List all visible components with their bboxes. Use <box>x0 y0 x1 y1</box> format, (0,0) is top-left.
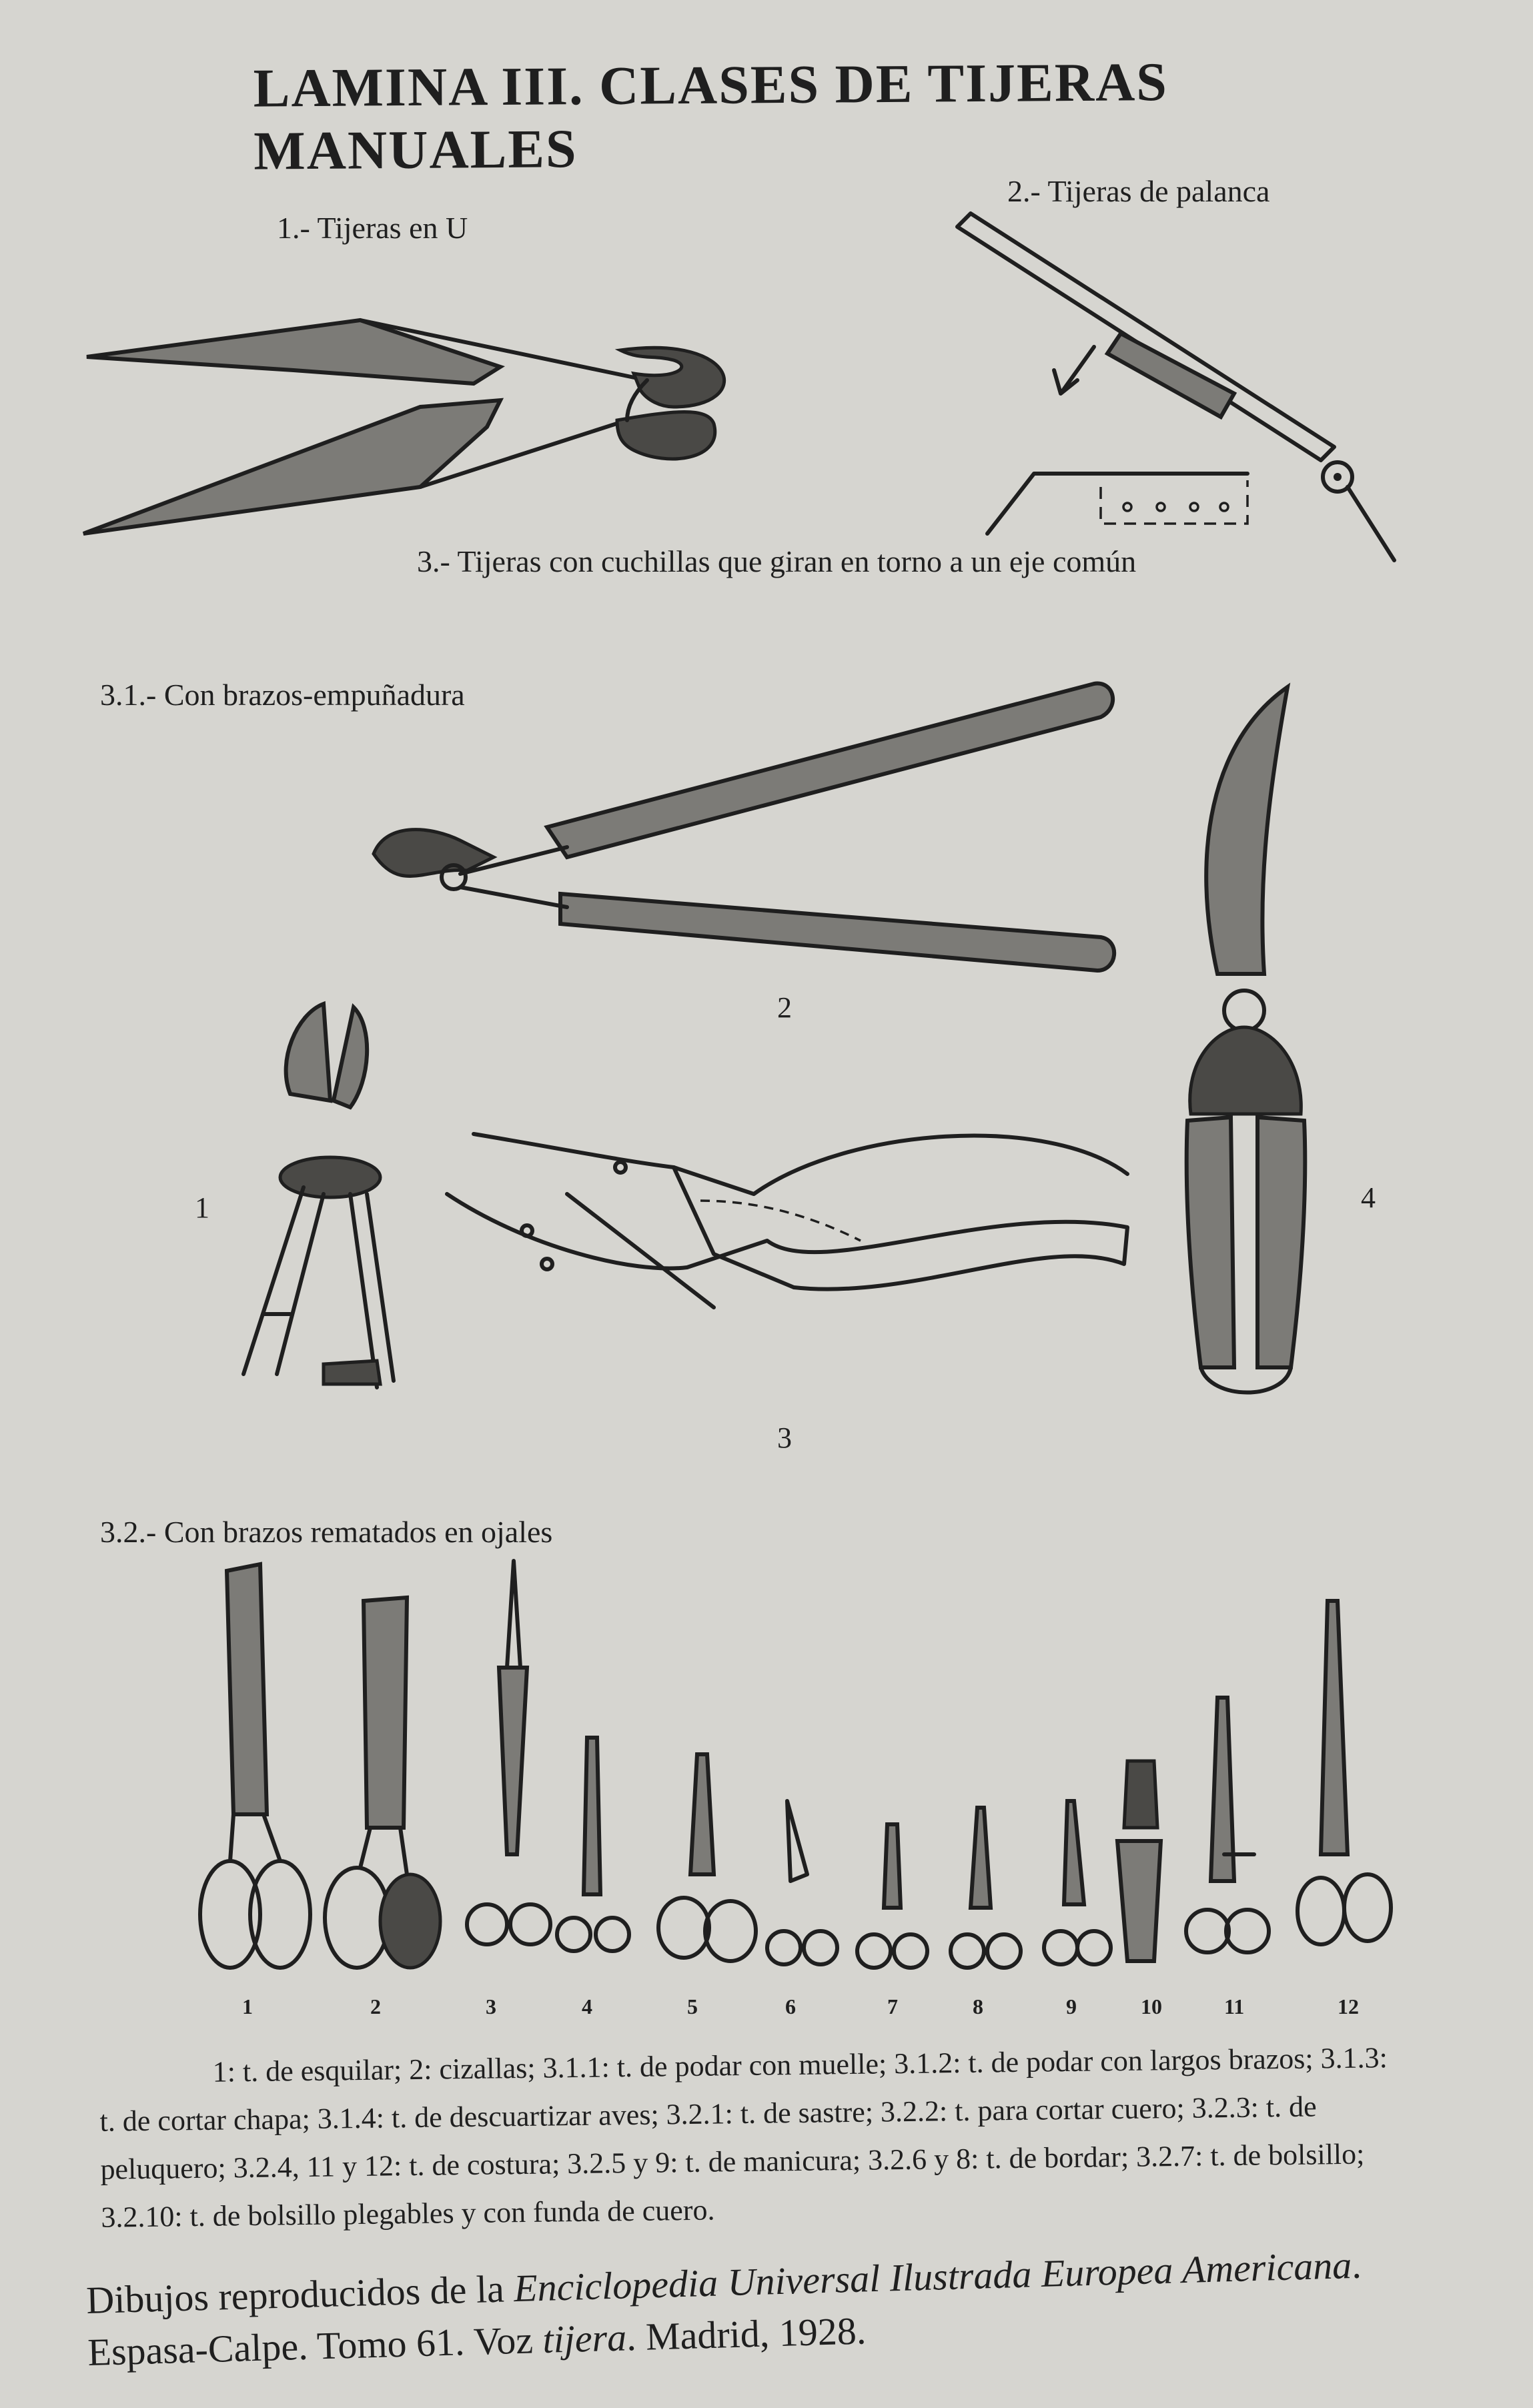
credit-prefix: Dibujos reproducidos de la <box>85 2267 515 2323</box>
section-label-handle-arms: 3.1.- Con brazos-empuñadura <box>100 678 465 712</box>
source-credit <box>85 2235 1522 2379</box>
section-label-u-scissors: 1.- Tijeras en U <box>277 211 468 245</box>
strip-number: 7 <box>887 1994 898 2018</box>
lever-shears-illustration <box>954 213 1421 574</box>
strip-number: 12 <box>1338 1994 1359 2018</box>
strip-number: 3 <box>486 1994 496 2018</box>
strip-number: 10 <box>1141 1994 1162 2018</box>
legend-line: 1: t. de esquilar; 2: cizallas; 3.1.1: t. de podar con muelle; 3.1.2: t. de podar con largos brazos; 3.1.3: <box>212 2041 1388 2088</box>
figure-number-3: 3 <box>777 1421 792 1454</box>
ring-scissors-strip-illustration <box>193 1561 1414 1988</box>
section-label-pivot-scissors: 3.- Tijeras con cuchillas que giran en torno a un eje común <box>417 544 1137 578</box>
strip-number: 8 <box>973 1994 983 2018</box>
credit-line2-prefix: Espasa-Calpe. Tomo 61. Voz <box>87 2317 544 2374</box>
poultry-shears-illustration <box>1171 687 1324 1414</box>
figure-number-2: 2 <box>777 991 792 1024</box>
strip-number: 5 <box>687 1994 698 2018</box>
credit-work-title: Enciclopedia Universal Ilustrada Europea Americana <box>513 2243 1353 2311</box>
strip-number: 6 <box>785 1994 796 2018</box>
credit-after-title: . <box>1351 2243 1362 2287</box>
credit-term: tijera <box>542 2315 627 2361</box>
strip-number: 1 <box>242 1994 253 2018</box>
credit-line2-suffix: . Madrid, 1928. <box>626 2309 867 2359</box>
figure-number-4: 4 <box>1361 1181 1376 1214</box>
legend-line: peluquero; 3.2.4, 11 y 12: t. de costura; 3.2.5 y 9: t. de manicura; 3.2.6 y 8: t. de bordar; 3.2.7: t. de bolsillo; <box>100 2137 1365 2186</box>
sheet-metal-shears-illustration <box>447 1121 1141 1334</box>
long-arm-pruners-illustration <box>374 674 1127 987</box>
spring-pruners-illustration <box>237 1001 397 1394</box>
strip-number: 2 <box>370 1994 381 2018</box>
u-shears-illustration <box>73 307 754 547</box>
figure-number-1: 1 <box>195 1191 209 1224</box>
strip-number: 11 <box>1224 1994 1245 2018</box>
section-label-lever-shears: 2.- Tijeras de palanca <box>1007 174 1270 208</box>
legend-line: t. de cortar chapa; 3.1.4: t. de descuartizar aves; 3.2.1: t. de sastre; 3.2.2: t. para cortar cuero; 3.2.3: t. de <box>99 2090 1317 2138</box>
strip-number: 9 <box>1066 1994 1077 2018</box>
legend-line: 3.2.10: t. de bolsillo plegables y con funda de cuero. <box>101 2193 715 2234</box>
legend-caption <box>99 2032 1495 2242</box>
page-title: LAMINA III. CLASES DE TIJERAS MANUALES <box>253 51 1169 181</box>
strip-number: 4 <box>582 1994 592 2018</box>
section-label-ring-handles: 3.2.- Con brazos rematados en ojales <box>100 1515 553 1549</box>
